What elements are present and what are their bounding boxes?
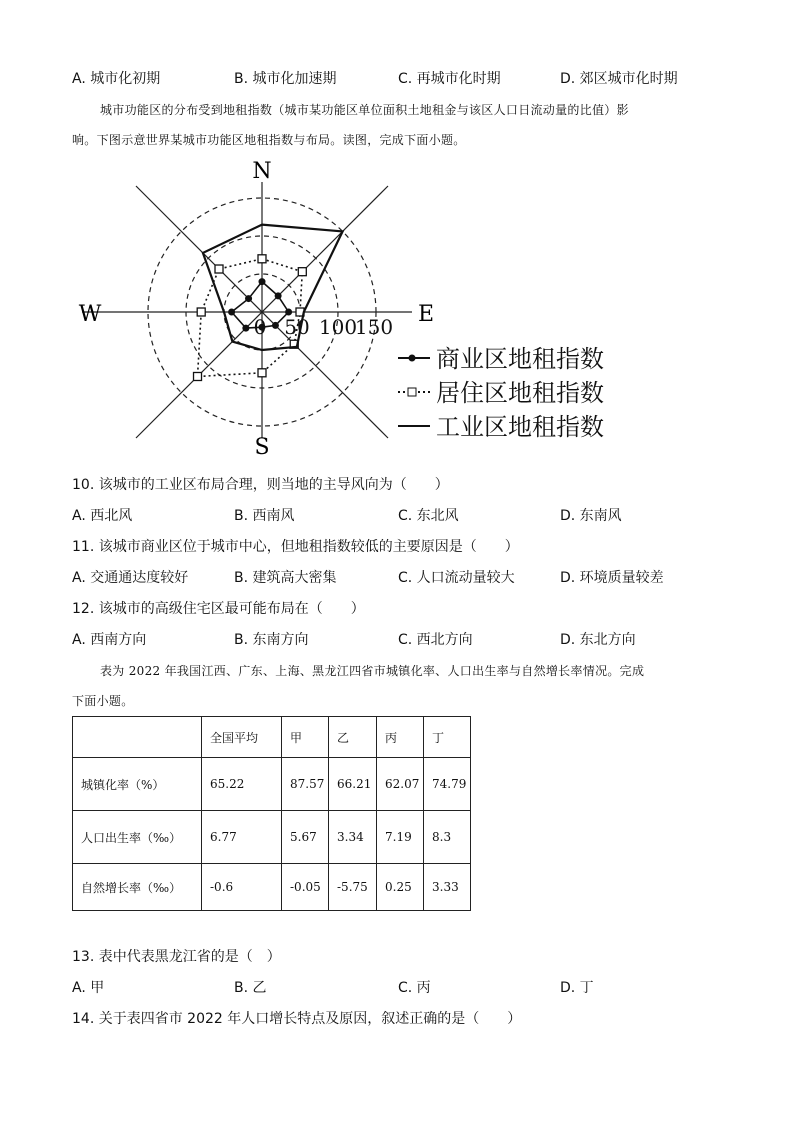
question-13: 13. 表中代表黑龙江省的是（ ） [72, 949, 281, 965]
legend-marker [408, 388, 416, 396]
option-d: D. 东南风 [560, 508, 622, 524]
table-cell: 自然增长率（‰） [73, 864, 202, 911]
series-point [194, 372, 202, 380]
q12-options [72, 629, 722, 649]
chart-series [194, 225, 343, 381]
q13-options [72, 977, 722, 997]
q9-options [72, 68, 722, 88]
question-11: 11. 该城市商业区位于城市中心，但地租指数较低的主要原因是（ ） [72, 539, 519, 555]
direction-n: N [252, 159, 272, 184]
table-cell: 65.22 [202, 758, 282, 811]
table-header-cell: 丁 [424, 717, 471, 758]
series-point [228, 309, 235, 316]
series-point [215, 265, 223, 273]
table-row [73, 864, 471, 911]
table-row [73, 811, 471, 864]
scale-label: 150 [354, 315, 394, 339]
table-header-row [73, 717, 471, 758]
table-cell: 0.25 [377, 864, 424, 911]
table-header-cell: 丙 [377, 717, 424, 758]
series-point [272, 322, 279, 329]
series-point [298, 268, 306, 276]
option-a: A. 西北风 [72, 508, 133, 524]
series-point [258, 369, 266, 377]
option-c: C. 再城市化时期 [398, 71, 501, 87]
table-cell: 66.21 [329, 758, 377, 811]
scale-label: 100 [318, 315, 358, 339]
series-point [197, 308, 205, 316]
direction-e: E [417, 302, 435, 327]
table-cell: 3.33 [424, 864, 471, 911]
series-point [245, 295, 252, 302]
chart-axes [82, 182, 412, 438]
direction-s: S [254, 435, 270, 458]
option-c: C. 东北风 [398, 508, 459, 524]
table-cell: 74.79 [424, 758, 471, 811]
option-a: A. 城市化初期 [72, 71, 161, 87]
table-cell: 6.77 [202, 811, 282, 864]
option-b: B. 城市化加速期 [234, 71, 337, 87]
option-b: B. 乙 [234, 980, 267, 996]
series-point [259, 278, 266, 285]
legend-marker [409, 355, 416, 362]
option-d: D. 环境质量较差 [560, 570, 664, 586]
table-header-cell [73, 717, 202, 758]
table-cell: 3.34 [329, 811, 377, 864]
legend-label: 居住区地租指数 [436, 379, 604, 407]
scale-label: 50 [284, 315, 310, 339]
question-12: 12. 该城市的高级住宅区最可能布局在（ ） [72, 601, 365, 617]
chart-legend [398, 345, 604, 441]
series-point [275, 292, 282, 299]
option-d: D. 郊区城市化时期 [560, 71, 678, 87]
table-cell: 城镇化率（%） [73, 758, 202, 811]
table-row [73, 758, 471, 811]
table-cell: 62.07 [377, 758, 424, 811]
option-c: C. 丙 [398, 980, 431, 996]
scale-label: 0 [253, 315, 267, 339]
table-cell: -5.75 [329, 864, 377, 911]
q11-options [72, 567, 722, 587]
option-b: B. 东南方向 [234, 632, 309, 648]
direction-w: W [78, 302, 102, 327]
legend-label: 工业区地租指数 [436, 413, 604, 441]
intro-paragraph-line2: 响。下图示意世界某城市功能区地租指数与布局。读图，完成下面小题。 [72, 133, 466, 147]
table-cell: 87.57 [282, 758, 329, 811]
population-table [72, 716, 471, 911]
option-d: D. 丁 [560, 980, 594, 996]
option-b: B. 建筑高大密集 [234, 570, 337, 586]
intro-paragraph-line1: 城市功能区的分布受到地租指数（城市某功能区单位面积土地租金与该区人口日流动量的比值）影 [100, 103, 629, 117]
series-point [242, 325, 249, 332]
table-cell: -0.05 [282, 864, 329, 911]
table-header-cell: 甲 [282, 717, 329, 758]
option-c: C. 人口流动量较大 [398, 570, 515, 586]
table-cell: 人口出生率（‰） [73, 811, 202, 864]
option-b: B. 西南风 [234, 508, 295, 524]
table-cell: -0.6 [202, 864, 282, 911]
question-10: 10. 该城市的工业区布局合理，则当地的主导风向为（ ） [72, 477, 449, 493]
option-c: C. 西北方向 [398, 632, 473, 648]
series-point [258, 255, 266, 263]
option-a: A. 西南方向 [72, 632, 147, 648]
option-a: A. 交通通达度较好 [72, 570, 189, 586]
table-cell: 8.3 [424, 811, 471, 864]
legend-label: 商业区地租指数 [436, 345, 604, 373]
option-a: A. 甲 [72, 980, 105, 996]
table-intro-line2: 下面小题。 [72, 694, 134, 708]
rent-index-radar-chart [72, 158, 632, 458]
table-cell: 5.67 [282, 811, 329, 864]
table-header-cell: 全国平均 [202, 717, 282, 758]
option-d: D. 东北方向 [560, 632, 636, 648]
question-14: 14. 关于表四省市 2022 年人口增长特点及原因，叙述正确的是（ ） [72, 1011, 522, 1027]
table-intro-line1: 表为 2022 年我国江西、广东、上海、黑龙江四省市城镇化率、人口出生率与自然增长率情况。完成 [100, 664, 645, 678]
table-header-cell: 乙 [329, 717, 377, 758]
q10-options [72, 505, 722, 525]
table-cell: 7.19 [377, 811, 424, 864]
